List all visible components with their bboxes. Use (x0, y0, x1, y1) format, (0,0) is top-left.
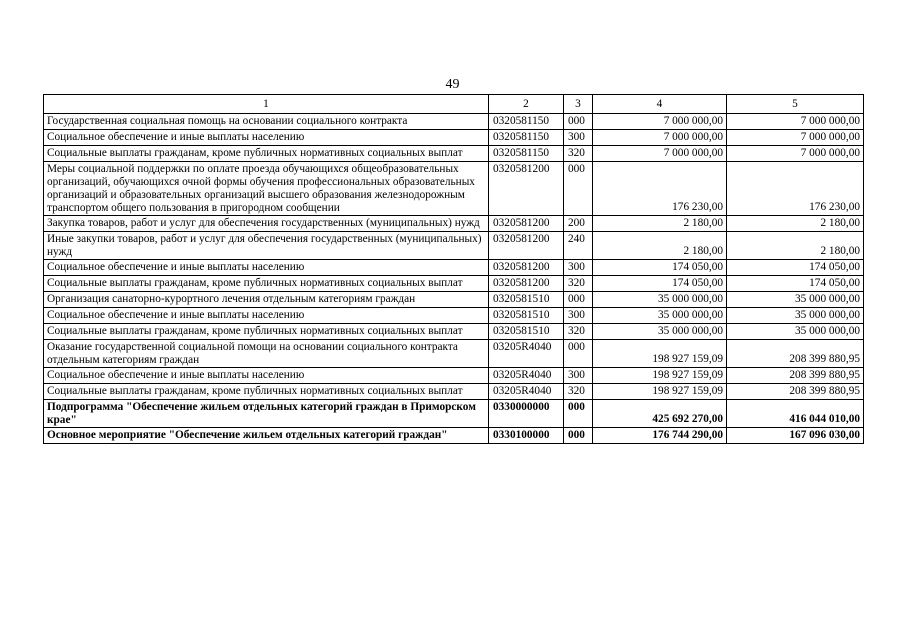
table-row (44, 340, 864, 368)
table-row (44, 162, 864, 216)
row-name: Меры социальной поддержки по оплате проезда обучающихся общеобразовательных организаций, обучающихся очной формы обучения профессиональных образовательных организаций и образовательных организаций высшего образования железнодорожным транспортом общего пользования в пригородном сообщении (44, 162, 489, 216)
table-body (44, 114, 864, 444)
row-sum-year-1: 198 927 159,09 (593, 384, 727, 400)
row-sum-year-1: 425 692 270,00 (593, 400, 727, 428)
row-sum-year-2: 167 096 030,00 (727, 428, 864, 444)
row-target-code: 0320581200 (489, 216, 564, 232)
row-sum-year-2: 7 000 000,00 (727, 114, 864, 130)
header-col-4: 4 (593, 95, 727, 114)
row-expense-type: 320 (564, 146, 593, 162)
table-row (44, 276, 864, 292)
row-sum-year-1: 176 230,00 (593, 162, 727, 216)
row-expense-type: 300 (564, 368, 593, 384)
table-row (44, 368, 864, 384)
row-expense-type: 320 (564, 324, 593, 340)
table-row (44, 260, 864, 276)
row-sum-year-2: 35 000 000,00 (727, 292, 864, 308)
row-sum-year-2: 35 000 000,00 (727, 324, 864, 340)
row-name: Иные закупки товаров, работ и услуг для обеспечения государственных (муниципальных) нужд (44, 232, 489, 260)
row-sum-year-1: 7 000 000,00 (593, 130, 727, 146)
row-expense-type: 000 (564, 428, 593, 444)
row-sum-year-2: 35 000 000,00 (727, 308, 864, 324)
row-target-code: 03205R4040 (489, 340, 564, 368)
table-header-row (44, 95, 864, 114)
row-expense-type: 000 (564, 340, 593, 368)
row-sum-year-2: 208 399 880,95 (727, 384, 864, 400)
row-expense-type: 000 (564, 114, 593, 130)
row-sum-year-2: 208 399 880,95 (727, 368, 864, 384)
row-target-code: 03205R4040 (489, 368, 564, 384)
row-sum-year-1: 7 000 000,00 (593, 114, 727, 130)
row-expense-type: 000 (564, 162, 593, 216)
row-sum-year-2: 7 000 000,00 (727, 130, 864, 146)
row-name: Социальное обеспечение и иные выплаты населению (44, 308, 489, 324)
row-sum-year-1: 176 744 290,00 (593, 428, 727, 444)
row-name: Основное мероприятие "Обеспечение жильем отдельных категорий граждан" (44, 428, 489, 444)
row-name: Организация санаторно-курортного лечения отдельным категориям граждан (44, 292, 489, 308)
row-expense-type: 300 (564, 130, 593, 146)
row-target-code: 0320581510 (489, 308, 564, 324)
table-row (44, 292, 864, 308)
table-row (44, 114, 864, 130)
row-sum-year-1: 35 000 000,00 (593, 324, 727, 340)
row-sum-year-1: 2 180,00 (593, 232, 727, 260)
table-row (44, 232, 864, 260)
row-sum-year-2: 208 399 880,95 (727, 340, 864, 368)
row-target-code: 03205R4040 (489, 384, 564, 400)
row-sum-year-1: 198 927 159,09 (593, 368, 727, 384)
row-expense-type: 000 (564, 292, 593, 308)
row-expense-type: 300 (564, 260, 593, 276)
row-expense-type: 320 (564, 276, 593, 292)
row-sum-year-2: 174 050,00 (727, 276, 864, 292)
table-row (44, 130, 864, 146)
row-target-code: 0330000000 (489, 400, 564, 428)
budget-table (43, 94, 864, 444)
row-sum-year-2: 2 180,00 (727, 216, 864, 232)
table-row (44, 384, 864, 400)
row-name: Социальное обеспечение и иные выплаты населению (44, 368, 489, 384)
row-expense-type: 300 (564, 308, 593, 324)
row-sum-year-2: 2 180,00 (727, 232, 864, 260)
row-name: Подпрограмма "Обеспечение жильем отдельных категорий граждан в Приморском крае" (44, 400, 489, 428)
row-name: Закупка товаров, работ и услуг для обеспечения государственных (муниципальных) нужд (44, 216, 489, 232)
row-sum-year-1: 35 000 000,00 (593, 308, 727, 324)
row-sum-year-1: 2 180,00 (593, 216, 727, 232)
row-sum-year-2: 7 000 000,00 (727, 146, 864, 162)
row-target-code: 0320581510 (489, 292, 564, 308)
row-sum-year-1: 198 927 159,09 (593, 340, 727, 368)
row-sum-year-2: 174 050,00 (727, 260, 864, 276)
page-number: 49 (445, 77, 460, 92)
row-sum-year-1: 174 050,00 (593, 260, 727, 276)
row-target-code: 0320581510 (489, 324, 564, 340)
header-col-2: 2 (489, 95, 564, 114)
table-row (44, 324, 864, 340)
row-name: Социальные выплаты гражданам, кроме публичных нормативных социальных выплат (44, 146, 489, 162)
header-col-1: 1 (44, 95, 489, 114)
row-expense-type: 000 (564, 400, 593, 428)
table-row (44, 146, 864, 162)
row-target-code: 0330100000 (489, 428, 564, 444)
table-row (44, 308, 864, 324)
row-name: Социальные выплаты гражданам, кроме публичных нормативных социальных выплат (44, 276, 489, 292)
row-expense-type: 320 (564, 384, 593, 400)
header-col-3: 3 (564, 95, 593, 114)
row-target-code: 0320581200 (489, 276, 564, 292)
table-row (44, 400, 864, 428)
row-sum-year-1: 174 050,00 (593, 276, 727, 292)
row-sum-year-1: 35 000 000,00 (593, 292, 727, 308)
row-target-code: 0320581200 (489, 260, 564, 276)
row-target-code: 0320581200 (489, 162, 564, 216)
row-target-code: 0320581200 (489, 232, 564, 260)
row-name: Оказание государственной социальной помощи на основании социального контракта отдельным категориям граждан (44, 340, 489, 368)
row-sum-year-1: 7 000 000,00 (593, 146, 727, 162)
row-target-code: 0320581150 (489, 114, 564, 130)
row-name: Государственная социальная помощь на основании социального контракта (44, 114, 489, 130)
row-target-code: 0320581150 (489, 146, 564, 162)
row-name: Социальные выплаты гражданам, кроме публичных нормативных социальных выплат (44, 324, 489, 340)
row-target-code: 0320581150 (489, 130, 564, 146)
row-sum-year-2: 176 230,00 (727, 162, 864, 216)
row-sum-year-2: 416 044 010,00 (727, 400, 864, 428)
row-name: Социальное обеспечение и иные выплаты населению (44, 260, 489, 276)
table-row (44, 216, 864, 232)
row-expense-type: 200 (564, 216, 593, 232)
row-name: Социальное обеспечение и иные выплаты населению (44, 130, 489, 146)
header-col-5: 5 (727, 95, 864, 114)
row-name: Социальные выплаты гражданам, кроме публичных нормативных социальных выплат (44, 384, 489, 400)
row-expense-type: 240 (564, 232, 593, 260)
table-row (44, 428, 864, 444)
